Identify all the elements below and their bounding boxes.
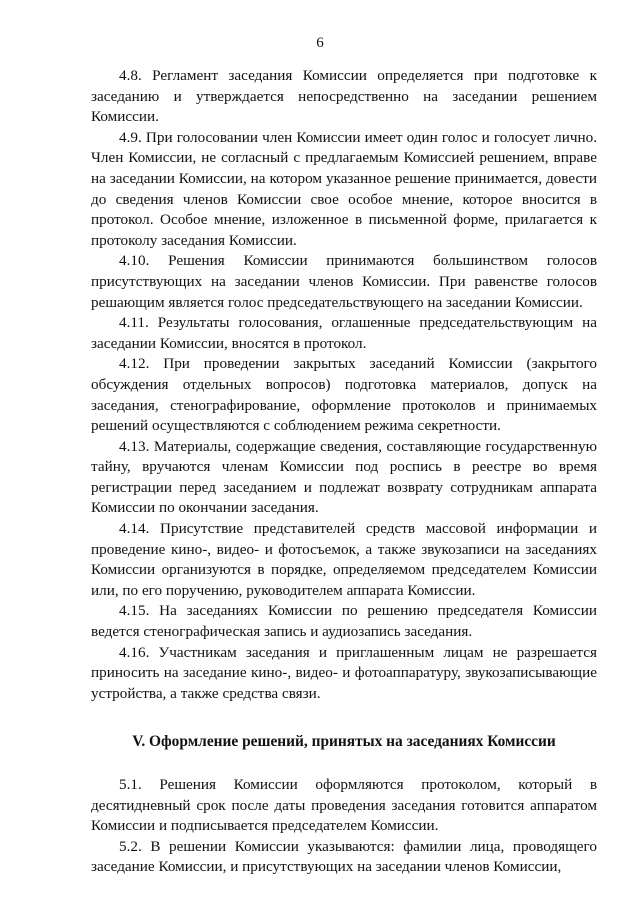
section-heading: V. Оформление решений, принятых на заседаниях Комиссии	[132, 733, 556, 751]
paragraph-4-16: 4.16. Участникам заседания и приглашенным лицам не разрешается приносить на заседание кино-, видео- и фотоаппаратуру, звукозаписывающие устройства, а также средства связи.	[91, 643, 597, 702]
document-body	[91, 66, 597, 878]
paragraph-4-11: 4.11. Результаты голосования, оглашенные председательствующим на заседании Комиссии, вносятся в протокол.	[91, 314, 597, 352]
paragraph-4-14: 4.14. Присутствие представителей средств массовой информации и проведение кино-, видео- и фотосъемок, а также звукозаписи на заседаниях Комиссии организуются в порядке, определяемом председателем Комиссии или, по его поручению, руководителем аппарата Комиссии.	[91, 520, 597, 599]
paragraph-4-15: 4.15. На заседаниях Комиссии по решению председателя Комиссии ведется стенографическая запись и аудиозапись заседания.	[91, 602, 597, 641]
paragraph-4-12: 4.12. При проведении закрытых заседаний Комиссии (закрытого обсуждения отдельных вопросов) подготовка материалов, допуск на заседания, стенографирование, оформление протоколов и принимаемых решений осуществляются с соблюдением режима секретности.	[91, 355, 597, 435]
paragraph-4-9: 4.9. При голосовании член Комиссии имеет один голос и голосует лично. Член Комиссии, не согласный с предлагаемым Комиссией решением, вправе на заседании Комиссии, на котором указанное решение принимается, довести до сведения членов Комиссии свое особое мнение, которое вносится в протокол. Особое мнение, изложенное в письменной форме, прилагается к протоколу заседания Комиссии.	[91, 128, 597, 249]
paragraph-5-1: 5.1. Решения Комиссии оформляются протоколом, который в десятидневный срок после даты проведения заседания готовится аппаратом Комиссии и подписывается председателем Комиссии.	[91, 776, 597, 835]
paragraph-4-8: 4.8. Регламент заседания Комиссии определяется при подготовке к заседанию и утверждается непосредственно на заседании решением Комиссии.	[91, 67, 597, 126]
paragraph-5-2: 5.2. В решении Комиссии указываются: фамилии лица, проводящего заседание Комиссии, и присутствующих на заседании членов Комиссии,	[91, 837, 597, 876]
page-number: 6	[316, 35, 324, 51]
paragraph-4-13: 4.13. Материалы, содержащие сведения, составляющие государственную тайну, вручаются членам Комиссии под роспись в реестре во время регистрации перед заседанием и подлежат возврату сотрудникам аппарата Комиссии по окончании заседания.	[91, 437, 597, 517]
paragraph-4-10: 4.10. Решения Комиссии принимаются большинством голосов присутствующих на заседании членов Комиссии. При равенстве голосов решающим является голос председательствующего на заседании Комиссии.	[91, 252, 597, 311]
